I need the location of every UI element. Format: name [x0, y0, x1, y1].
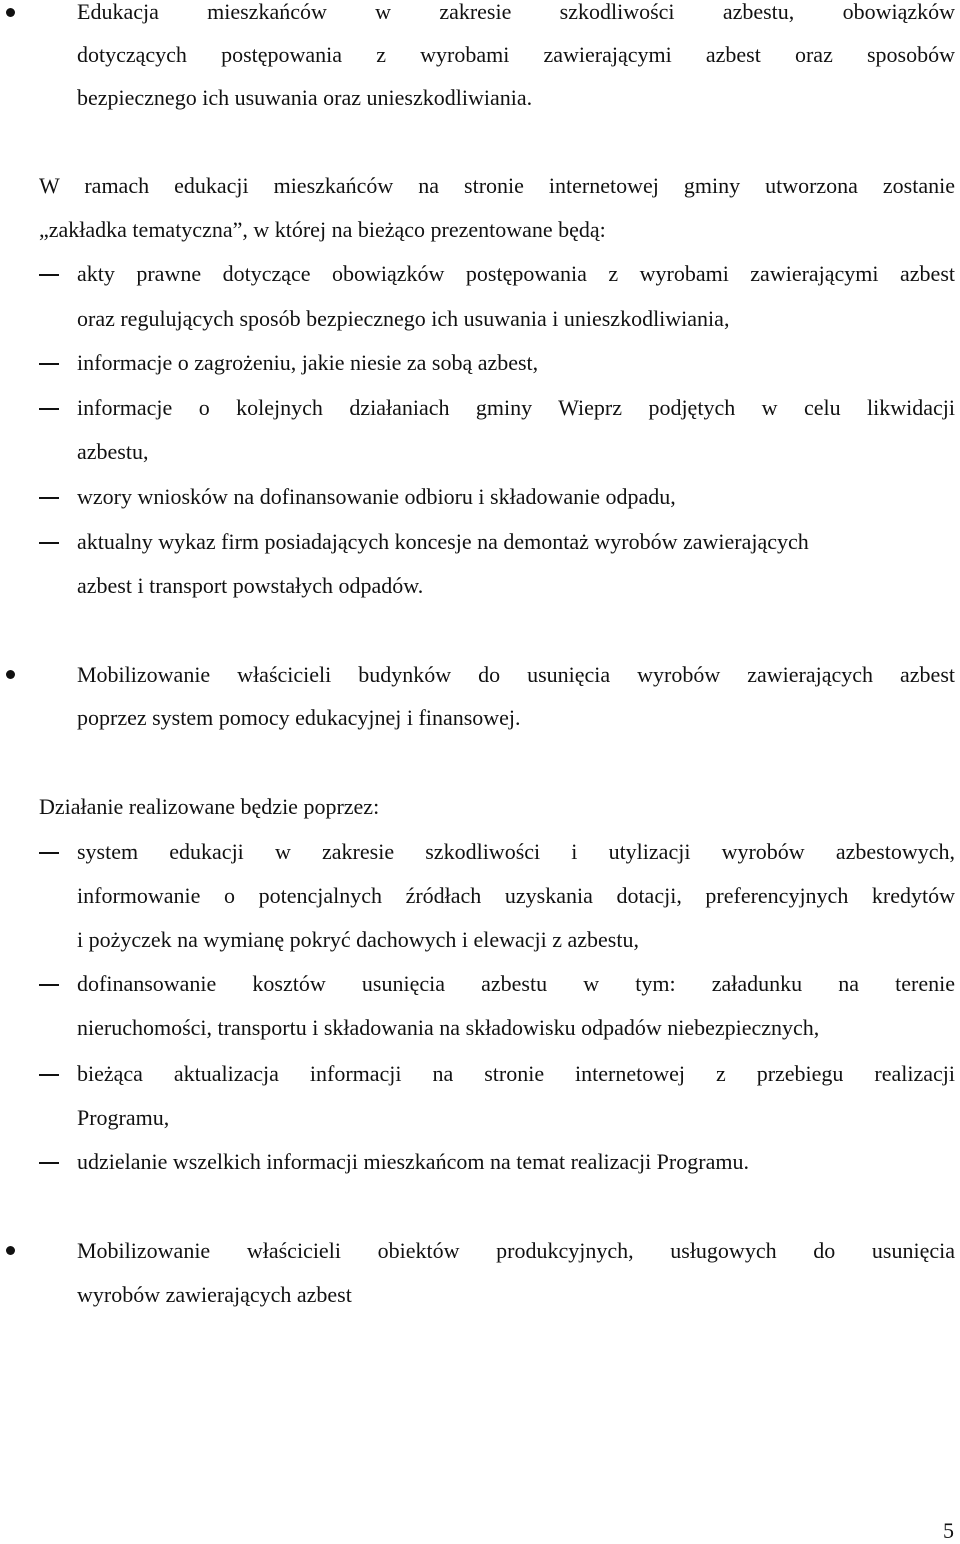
intro-1-line-2: „zakładka tematyczna”, w której na bieżąco prezentowane będą: [39, 217, 606, 242]
intro-1-line-1: W ramach edukacji mieszkańców na stronie internetowej gminy utworzona zostanie [39, 173, 955, 198]
dash-1-5 [39, 542, 59, 544]
dash-2-1-line-2: informowanie o potencjalnych źródłach uzyskania dotacji, preferencyjnych kredytów [77, 883, 955, 908]
dash-1-2 [39, 363, 59, 365]
bullet-2 [6, 670, 15, 679]
dash-2-2-line-1: dofinansowanie kosztów usunięcia azbestu w tym: załadunku na terenie [77, 971, 955, 996]
dash-1-5-line-1: aktualny wykaz firm posiadających koncesje na demontaż wyrobów zawierających [77, 529, 809, 554]
dash-1-1-line-1: akty prawne dotyczące obowiązków postępowania z wyrobami zawierającymi azbest [77, 261, 955, 286]
dash-1-4 [39, 497, 59, 499]
dash-2-2-line-2: nieruchomości, transportu i składowania na składowisku odpadów niebezpiecznych, [77, 1015, 820, 1040]
dash-2-3-line-2: Programu, [77, 1105, 170, 1130]
dash-2-4 [39, 1162, 59, 1164]
dash-2-3 [39, 1074, 59, 1076]
dash-2-1-line-1: system edukacji w zakresie szkodliwości i utylizacji wyrobów azbestowych, [77, 839, 955, 864]
dash-2-4-line-1: udzielanie wszelkich informacji mieszkańcom na temat realizacji Programu. [77, 1149, 749, 1174]
bullet-2-line-1: Mobilizowanie właścicieli budynków do usunięcia wyrobów zawierających azbest [77, 662, 955, 687]
dash-2-1 [39, 852, 59, 854]
dash-1-3-line-1: informacje o kolejnych działaniach gminy Wieprz podjętych w celu likwidacji [77, 395, 955, 420]
bullet-3-line-1: Mobilizowanie właścicieli obiektów produkcyjnych, usługowych do usunięcia [77, 1238, 955, 1263]
dash-1-4-line-1: wzory wniosków na dofinansowanie odbioru i składowanie odpadu, [77, 484, 676, 509]
dash-2-3-line-1: bieżąca aktualizacja informacji na stronie internetowej z przebiegu realizacji [77, 1061, 955, 1086]
bullet-1-line-3: bezpiecznego ich usuwania oraz unieszkodliwiania. [77, 85, 533, 110]
bullet-3 [6, 1246, 15, 1255]
dash-1-1 [39, 274, 59, 276]
dash-1-1-line-2: oraz regulujących sposób bezpiecznego ich usuwania i unieszkodliwiania, [77, 306, 730, 331]
dash-1-2-line-1: informacje o zagrożeniu, jakie niesie za sobą azbest, [77, 350, 539, 375]
intro-2-line-1: Działanie realizowane będzie poprzez: [39, 794, 380, 819]
dash-1-5-line-2: azbest i transport powstałych odpadów. [77, 573, 424, 598]
bullet-1-line-2: dotyczących postępowania z wyrobami zawierającymi azbest oraz sposobów [77, 42, 955, 67]
dash-1-3 [39, 408, 59, 410]
bullet-2-line-2: poprzez system pomocy edukacyjnej i finansowej. [77, 705, 521, 730]
page-number: 5 [943, 1518, 954, 1543]
dash-2-1-line-3: i pożyczek na wymianę pokryć dachowych i elewacji z azbestu, [77, 927, 639, 952]
bullet-1 [6, 8, 15, 17]
bullet-3-line-2: wyrobów zawierających azbest [77, 1282, 352, 1307]
bullet-1-line-1: Edukacja mieszkańców w zakresie szkodliwości azbestu, obowiązków [77, 0, 955, 24]
dash-1-3-line-2: azbestu, [77, 439, 149, 464]
dash-2-2 [39, 984, 59, 986]
